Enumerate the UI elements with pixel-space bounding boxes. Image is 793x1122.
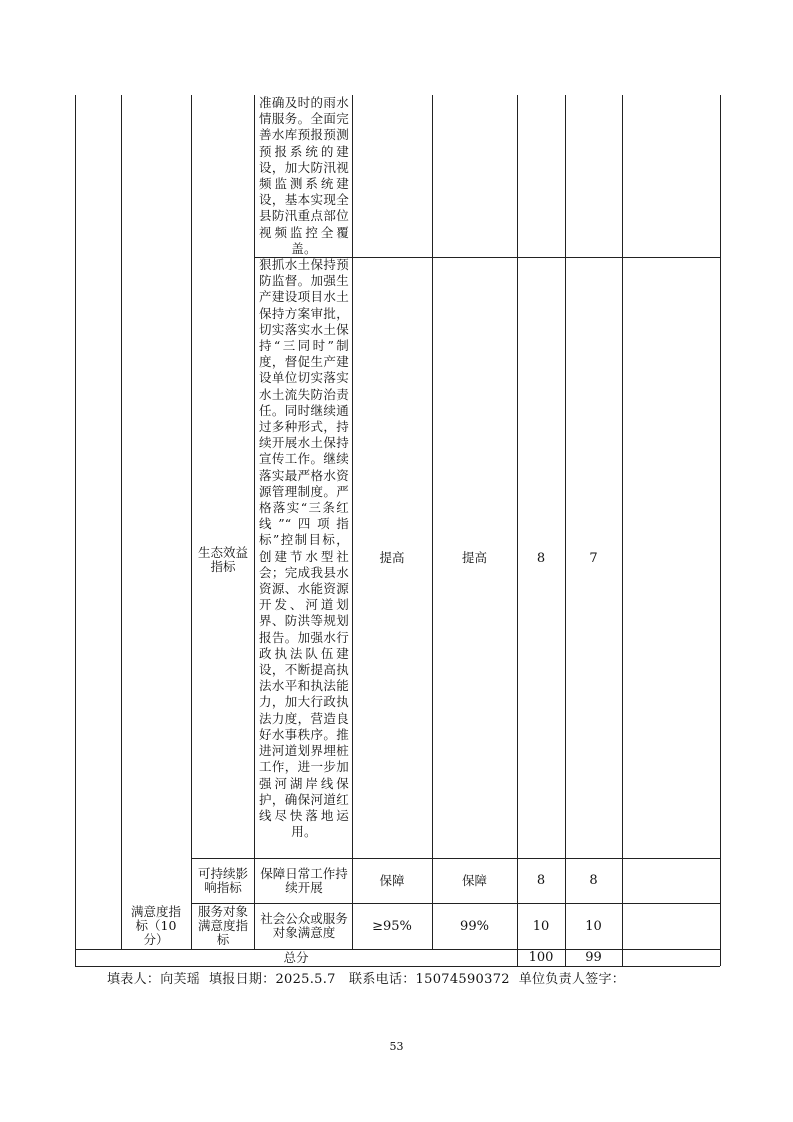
column-divider-1 bbox=[121, 95, 122, 949]
table-border-left bbox=[75, 95, 76, 966]
indicator-content-rain-forecast: 准确及时的雨水情服务。全面完善水库预报预测预报系统的建设，加大防汛视频监测系统建设，基本实现全县防汛重点部位视频监控全覆盖。 bbox=[259, 95, 349, 256]
indicator-content-soil-water: 狠抓水土保持预防监督。加强生产建设项目水土保持方案审批，切实落实水土保持“三同时”制度，督促生产建设单位切实落实水土流失防治责任。同时继续通过多种形式，持续开展水土保持宣传工作。继续落实最严格水资源管理制度。严格落实“三条红线”“四项指标”控制目标，创建节水型社会；完成我县水资源、水能资源开发、河道划界、防洪等规划报告。加强水行政执法队伍建设，不断提高执法水平和执法能力，加大行政执法力度，营造良好水事秩序。推进河道划界埋桩工作，进一步加强河湖岸线保护，确保河道红线尽快落地运用。 bbox=[259, 257, 349, 840]
actual-value: 保障 bbox=[461, 872, 487, 888]
indicator-content-public-satisfaction: 社会公众或服务对象满意度 bbox=[260, 911, 348, 940]
table-border-right bbox=[720, 95, 721, 966]
indicator-level3-sustainable: 可持续影响指标 bbox=[197, 865, 248, 895]
weight-value: 10 bbox=[532, 918, 550, 934]
indicator-level3-service-satisfaction: 服务对象满意度指标 bbox=[197, 904, 248, 947]
actual-value: 99% bbox=[460, 918, 489, 934]
total-score: 99 bbox=[585, 950, 602, 965]
total-weight: 100 bbox=[528, 950, 554, 965]
weight-value: 8 bbox=[536, 873, 546, 888]
column-divider-2 bbox=[191, 95, 192, 949]
target-value: 保障 bbox=[379, 872, 405, 888]
score-value: 7 bbox=[589, 550, 598, 566]
indicator-content-daily-work: 保障日常工作持续开展 bbox=[260, 865, 348, 895]
column-divider-5 bbox=[432, 95, 433, 949]
form-footer: 填表人：向芙瑶 填报日期：2025.5.7 联系电话：15074590372 单位负责人签字： bbox=[107, 972, 626, 987]
column-divider-7 bbox=[565, 95, 566, 966]
target-value: ≥95% bbox=[372, 918, 412, 934]
target-value: 提高 bbox=[379, 550, 405, 565]
weight-value: 8 bbox=[536, 550, 546, 566]
score-value: 10 bbox=[585, 918, 602, 934]
page-number: 53 bbox=[389, 1040, 404, 1053]
column-divider-6 bbox=[517, 95, 518, 966]
column-divider-4 bbox=[352, 95, 353, 949]
total-label: 总分 bbox=[283, 949, 309, 965]
indicator-level3-ecological: 生态效益指标 bbox=[197, 545, 248, 574]
column-divider-3 bbox=[254, 95, 255, 949]
score-value: 8 bbox=[589, 873, 598, 888]
indicator-level2-satisfaction: 满意度指标（10分） bbox=[130, 904, 181, 947]
actual-value: 提高 bbox=[461, 550, 487, 565]
table-border-bottom bbox=[75, 966, 720, 967]
column-divider-8 bbox=[622, 95, 623, 966]
